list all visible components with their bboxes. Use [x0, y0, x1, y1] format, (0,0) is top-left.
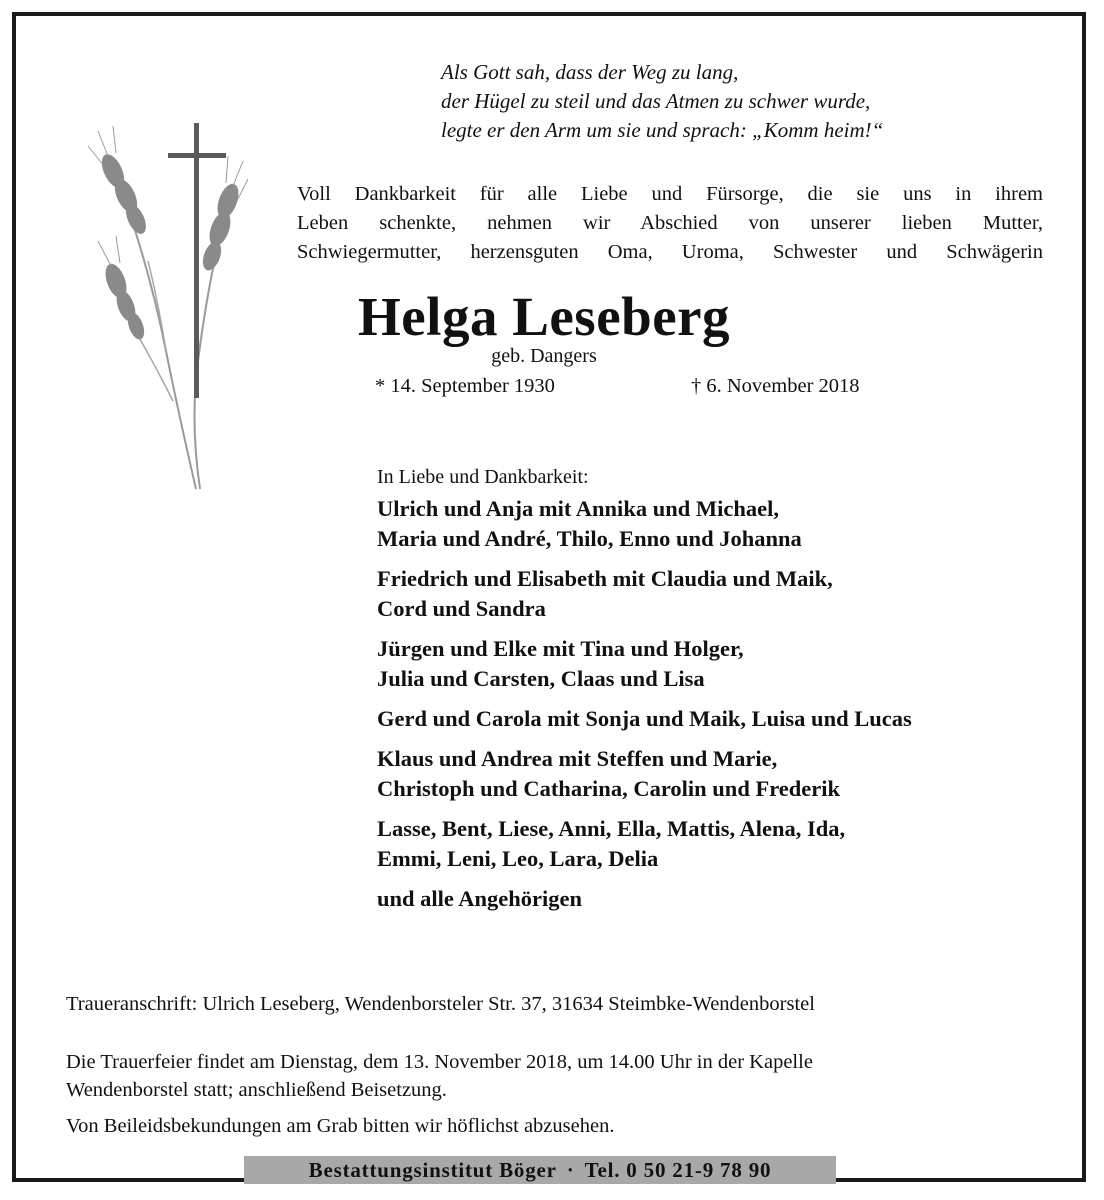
mourner-group	[377, 744, 1077, 804]
funeral-home-phone: Tel. 0 50 21-9 78 90	[584, 1158, 772, 1182]
mourner-group	[377, 494, 1077, 554]
mourner-line: Christoph und Catharina, Carolin und Frederik	[377, 776, 841, 801]
mourner-line: Maria und André, Thilo, Enno und Johanna	[377, 526, 802, 551]
birth-date: * 14. September 1930	[375, 375, 555, 397]
intro-line: Leben schenkte, nehmen wir Abschied von unserer lieben Mutter,	[297, 212, 1043, 234]
intro-line: Voll Dankbarkeit für alle Liebe und Fürsorge, die sie uns in ihrem	[297, 183, 1043, 205]
cross-with-wheat-icon	[78, 111, 248, 491]
mourner-group	[377, 814, 1077, 874]
mourner-group	[377, 634, 1077, 694]
death-date: † 6. November 2018	[691, 375, 860, 397]
obituary-frame	[12, 12, 1086, 1182]
mourning-address: Traueranschrift: Ulrich Leseberg, Wendenborsteler Str. 37, 31634 Steimbke-Wendenborstel	[66, 993, 815, 1015]
mourner-line: Emmi, Leni, Leo, Lara, Delia	[377, 846, 659, 871]
poem-line: Als Gott sah, dass der Weg zu lang,	[441, 60, 739, 84]
poem-line: legte er den Arm um sie und sprach: „Komm heim!“	[441, 118, 884, 142]
intro-line: Schwiegermutter, herzensguten Oma, Uroma, Schwester und Schwägerin	[297, 241, 1043, 263]
mourner-line: Jürgen und Elke mit Tina und Holger,	[377, 636, 744, 661]
funeral-home-banner	[244, 1156, 836, 1184]
service-line: Die Trauerfeier findet am Dienstag, dem 13. November 2018, um 14.00 Uhr in der Kapelle	[66, 1051, 813, 1073]
service-line: Wendenborstel statt; anschließend Beisetzung.	[66, 1079, 447, 1101]
mourner-line: Julia und Carsten, Claas und Lisa	[377, 666, 705, 691]
service-info	[66, 1048, 1046, 1104]
mourner-line: Friedrich und Elisabeth mit Claudia und Maik,	[377, 566, 833, 591]
mourner-group	[377, 704, 1077, 734]
mourner-line: Gerd und Carola mit Sonja und Maik, Luisa und Lucas	[377, 706, 912, 731]
mourner-group	[377, 564, 1077, 624]
mourner-line: Ulrich und Anja mit Annika und Michael,	[377, 496, 779, 521]
mourners-list	[377, 464, 1077, 924]
funeral-home-name: Bestattungsinstitut Böger	[308, 1158, 557, 1182]
mourner-line: Cord und Sandra	[377, 596, 546, 621]
separator: ·	[566, 1158, 575, 1182]
mourner-line: Lasse, Bent, Liese, Anni, Ella, Mattis, Alena, Ida,	[377, 816, 846, 841]
mourner-line: und alle Angehörigen	[377, 886, 583, 911]
mourner-line: Klaus und Andrea mit Steffen und Marie,	[377, 746, 778, 771]
deceased-name: Helga Leseberg	[357, 286, 731, 347]
maiden-name: geb. Dangers	[491, 345, 597, 367]
poem	[441, 58, 1061, 145]
mourner-group	[377, 884, 1077, 914]
mourners-heading: In Liebe und Dankbarkeit:	[377, 466, 589, 488]
poem-line: der Hügel zu steil und das Atmen zu schwer wurde,	[441, 89, 871, 113]
intro-text	[297, 180, 1043, 267]
condolence-note: Von Beileidsbekundungen am Grab bitten wir höflichst abzusehen.	[66, 1115, 615, 1137]
